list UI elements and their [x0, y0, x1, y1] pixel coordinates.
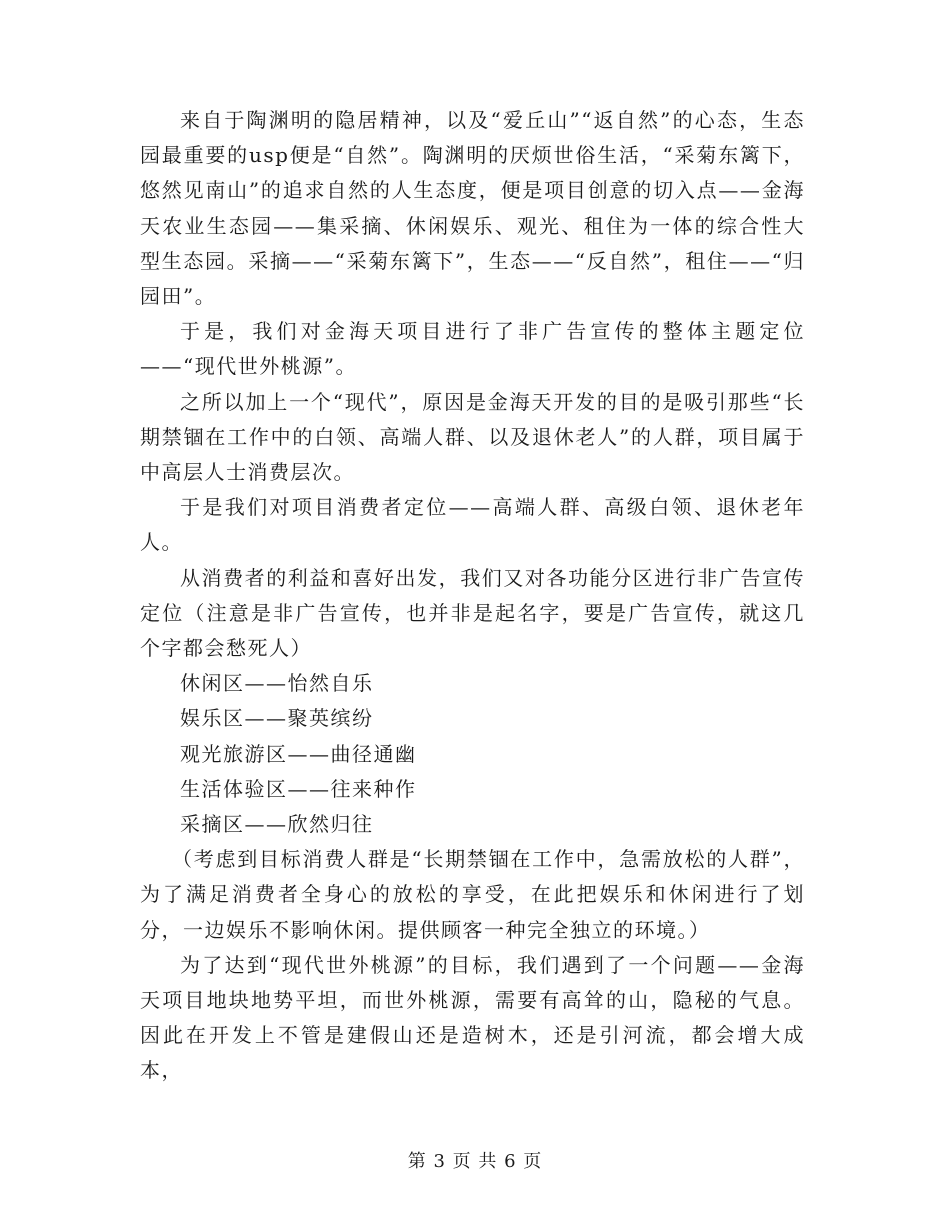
- paragraph-note: （考虑到目标消费人群是“长期禁锢在工作中，急需放松的人群”，为了满足消费者全身心的放松的享受，在此把娱乐和休闲进行了划分，一边娱乐不影响休闲。提供顾客一种完全独立的环境。）: [140, 847, 805, 942]
- page-number-footer: 第 3 页 共 6 页: [407, 1151, 543, 1172]
- zone-item-picking: 采摘区——欣然归往: [180, 812, 374, 837]
- paragraph-theme-positioning: 于是，我们对金海天项目进行了非广告宣传的整体主题定位——“现代世外桃源”。: [140, 319, 805, 379]
- paragraph-problem: 为了达到“现代世外桃源”的目标，我们遇到了一个问题——金海天项目地块地势平坦，而世外桃源，需要有高耸的山，隐秘的气息。因此在开发上不管是建假山还是造树木，还是引河流，都会增大成本，: [140, 952, 805, 1083]
- paragraph-consumer-positioning: 于是我们对项目消费者定位——高端人群、高级白领、退休老年人。: [140, 495, 805, 555]
- paragraph-zone-positioning: 从消费者的利益和喜好出发，我们又对各功能分区进行非广告宣传定位（注意是非广告宣传，也并非是起名字，要是广告宣传，就这几个字都会愁死人）: [140, 565, 805, 661]
- document-body: [140, 103, 805, 1089]
- zone-item-leisure: 休闲区——怡然自乐: [180, 671, 374, 696]
- zone-item-life-experience: 生活体验区——往来种作: [180, 776, 417, 801]
- paragraph-intro: 来自于陶渊明的隐居精神，以及“爱丘山”“返自然”的心态，生态园最重要的usp便是“自然”。陶渊明的厌烦世俗生活，“采菊东篱下，悠然见南山”的追求自然的人生态度，便是项目创意的切入点——金海天农业生态园——集采摘、休闲娱乐、观光、租住为一体的综合性大型生态园。采摘——“采菊东篱下”，生态——“反自然”，租住——“归园田”。: [140, 108, 805, 309]
- zone-item-sightseeing: 观光旅游区——曲径通幽: [180, 741, 417, 766]
- paragraph-modern-reason: 之所以加上一个“现代”，原因是金海天开发的目的是吸引那些“长期禁锢在工作中的白领、高端人群、以及退休老人”的人群，项目属于中高层人士消费层次。: [140, 389, 805, 485]
- zone-item-entertainment: 娱乐区——聚英缤纷: [180, 706, 374, 731]
